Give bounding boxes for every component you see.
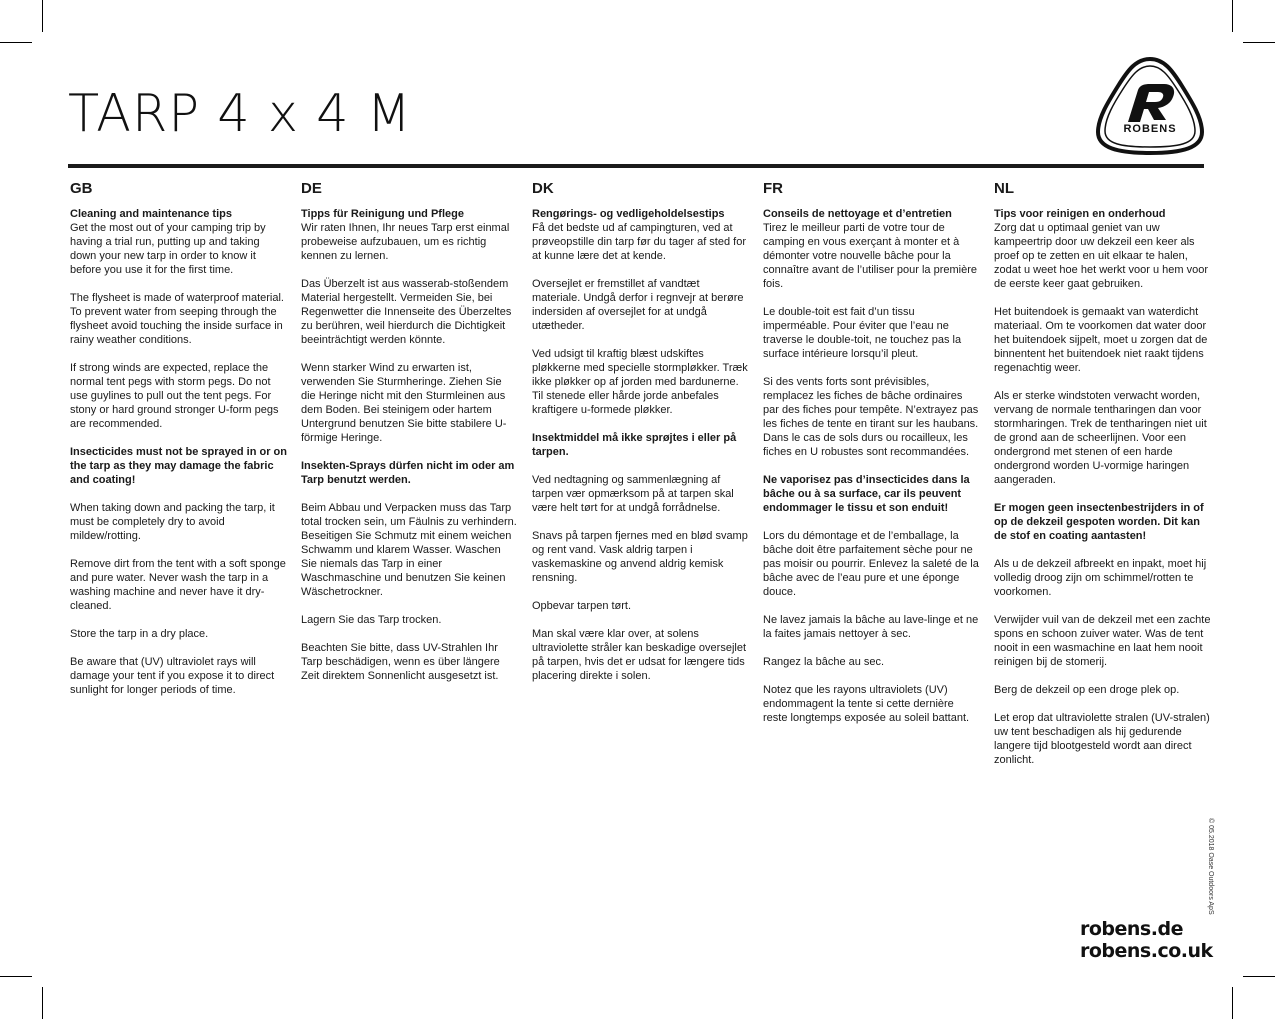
paragraph: Lagern Sie das Tarp trocken.	[301, 614, 442, 626]
paragraph: Le double-toit est fait d’un tissu imperméable. Pour éviter que l’eau ne traverse le double-toit, ne touchez pas la surface intérieure lorsqu’il pleut.	[763, 306, 962, 360]
paragraph: Insekten-Sprays dürfen nicht im oder am Tarp benutzt werden.	[301, 460, 515, 486]
crop-mark	[0, 42, 32, 43]
paragraph: Snavs på tarpen fjernes med en blød svamp og rent vand. Vask aldrig tarpen i vaskemaskine og anvend aldrig kemisk rensning.	[532, 530, 748, 584]
paragraph: Verwijder vuil van de dekzeil met een zachte spons en schoon zuiver water. Was de tent nooit in een wasmachine en laat hem nooit reinigen bij de stomerij.	[994, 614, 1211, 668]
column-de	[301, 180, 519, 697]
crop-mark	[1243, 42, 1275, 43]
paragraph: Het buitendoek is gemaakt van waterdicht materiaal. Om te voorkomen dat water door het buitendoek sijpelt, moet u zorgen dat de binnentent het buitendoek niet raakt tijdens regenachtig weer.	[994, 306, 1208, 374]
paragraph: The flysheet is made of waterproof material. To prevent water from seeping through the flysheet avoid touching the inside surface in rainy weather conditions.	[70, 292, 284, 346]
column-gb	[70, 180, 288, 711]
logo-text: ROBENS	[1123, 123, 1177, 135]
crop-mark	[1232, 987, 1233, 1019]
crop-mark	[42, 0, 43, 32]
paragraph: Berg de dekzeil op een droge plek op.	[994, 684, 1180, 696]
paragraph: If strong winds are expected, replace the normal tent pegs with storm pegs. Do not use guylines to pull out the tent pegs. For stony or hard ground stronger U-form pegs are recommended.	[70, 362, 279, 430]
copyright-note: © 05.2018 Oase Outdoors ApS	[1207, 818, 1214, 915]
header-rule	[68, 164, 1204, 168]
paragraph: Lors du démontage et de l’emballage, la bâche doit être parfaitement sèche pour ne pas moisir ou pourrir. Enlevez la saleté de la bâche avec de l’eau pure et une éponge douce.	[763, 530, 979, 598]
paragraph: Zorg dat u optimaal geniet van uw kampeertrip door uw dekzeil een keer als proef op te zetten en uit elkaar te halen, zodat u weet hoe het werkt voor u hem voor de eerste keer gaat gebruiken.	[994, 222, 1209, 290]
language-code: FR	[763, 180, 783, 197]
paragraph: Ved nedtagning og sammenlægning af tarpen vær opmærksom på at tarpen skal være helt tørt for at undgå forrådnelse.	[532, 474, 734, 514]
language-code: NL	[994, 180, 1014, 197]
column-dk	[532, 180, 750, 697]
paragraph: Ved udsigt til kraftig blæst udskiftes pløkkerne med specielle stormpløkker. Træk ikke pløkker op af jorden med bardunerne. Til stenede eller hårde jorde anbefales kraftigere u-formede pløkker.	[532, 348, 748, 416]
paragraph: Remove dirt from the tent with a soft sponge and pure water. Never wash the tarp in a washing machine and never have it dry-cleaned.	[70, 558, 286, 612]
paragraph: Si des vents forts sont prévisibles, remplacez les fiches de bâche ordinaires par des fiches pour tempête. N’extrayez pas les fiches de tente en tirant sur les haubans. Dans le cas de sols durs ou rocailleux, les fiches en U robustes sont recommandées.	[763, 376, 979, 458]
paragraph: Als u de dekzeil afbreekt en inpakt, moet hij volledig droog zijn om schimmel/rotten te voorkomen.	[994, 558, 1207, 598]
paragraph: Als er sterke windstoten verwacht worden, vervang de normale tentharingen dan voor stormharingen. Trek de tentharingen niet uit de grond aan de scheerlijnen. Voor een ondergrond met stenen of een harde ondergrond worden U-vormige haringen aangeraden.	[994, 390, 1207, 486]
paragraph: Insektmiddel må ikke sprøjtes i eller på tarpen.	[532, 432, 737, 458]
paragraph: Wenn starker Wind zu erwarten ist, verwenden Sie Sturmheringe. Ziehen Sie die Heringe nicht mit den Sturmleinen aus dem Boden. Bei steinigem oder hartem Untergrund benutzen Sie bitte stabilere U-förmige Heringe.	[301, 362, 507, 444]
paragraph: Store the tarp in a dry place.	[70, 628, 209, 640]
paragraph: Let erop dat ultraviolette stralen (UV-stralen) uw tent beschadigen als hij gedurende langere tijd blootgesteld wordt aan direct zonlicht.	[994, 712, 1210, 766]
paragraph: Beachten Sie bitte, dass UV-Strahlen Ihr Tarp beschädigen, wenn es über längere Zeit direktem Sonnenlicht ausgesetzt ist.	[301, 642, 500, 682]
paragraph: Rangez la bâche au sec.	[763, 656, 885, 668]
paragraph: Conseils de nettoyage et d’entretien	[763, 208, 952, 220]
robens-logo	[1094, 56, 1206, 156]
paragraph: Tips voor reinigen en onderhoud	[994, 208, 1166, 220]
language-code: DE	[301, 180, 322, 197]
document-title: TARP 4 x 4 M	[68, 84, 412, 144]
paragraph: Ne vaporisez pas d’insecticides dans la bâche ou à sa surface, car ils peuvent endommager le tissu et son enduit!	[763, 474, 970, 514]
paragraph: Er mogen geen insectenbestrijders in of op de dekzeil gespoten worden. Dit kan de stof en coating aantasten!	[994, 502, 1204, 542]
paragraph: Notez que les rayons ultraviolets (UV) endommagent la tente si cette dernière reste longtemps exposée au soleil battant.	[763, 684, 970, 724]
paragraph: Oversejlet er fremstillet af vandtæt materiale. Undgå derfor i regnvejr at berøre indersiden af oversejlet for at undgå utætheder.	[532, 278, 744, 332]
paragraph: When taking down and packing the tarp, it must be completely dry to avoid mildew/rotting.	[70, 502, 275, 542]
url-de[interactable]: robens.de	[1080, 918, 1183, 940]
crop-mark	[42, 987, 43, 1019]
column-nl	[994, 180, 1212, 781]
paragraph: Tirez le meilleur parti de votre tour de camping en vous exerçant à monter et à démonter votre nouvelle bâche pour la connaître avant de l’utiliser pour la première fois.	[763, 222, 978, 290]
language-code: DK	[532, 180, 554, 197]
language-code: GB	[70, 180, 93, 197]
column-fr	[763, 180, 981, 739]
paragraph: Insecticides must not be sprayed in or on the tarp as they may damage the fabric and coating!	[70, 446, 287, 486]
paragraph: Beim Abbau und Verpacken muss das Tarp total trocken sein, um Fäulnis zu verhindern. Beseitigen Sie Schmutz mit einem weichen Schwamm und klarem Wasser. Waschen Sie niemals das Tarp in einer Waschmaschine und benutzen Sie keinen Wäschetrockner.	[301, 502, 517, 598]
paragraph: Tipps für Reinigung und Pflege	[301, 208, 464, 220]
url-uk[interactable]: robens.co.uk	[1080, 940, 1213, 962]
paragraph: Man skal være klar over, at solens ultraviolette stråler kan beskadige oversejlet på tarpen, hvis det er udsat for længere tids placering direkte i solen.	[532, 628, 747, 682]
crop-mark	[1232, 0, 1233, 32]
paragraph: Get the most out of your camping trip by having a trial run, putting up and taking down your new tarp in order to know it before you use it for the first time.	[70, 222, 266, 276]
paragraph: Opbevar tarpen tørt.	[532, 600, 632, 612]
paragraph: Be aware that (UV) ultraviolet rays will damage your tent if you expose it to direct sunlight for longer periods of time.	[70, 656, 275, 696]
paragraph: Få det bedste ud af campingturen, ved at prøveopstille din tarp før du tager af sted for at kunne lære det at kende.	[532, 222, 746, 262]
crop-mark	[0, 976, 32, 977]
paragraph: Rengørings- og vedligeholdelsestips	[532, 208, 725, 220]
paragraph: Das Überzelt ist aus wasserab-stoßendem Material hergestellt. Vermeiden Sie, bei Regenwetter die Innenseite des Überzeltes zu berühren, weil hierdurch die Dichtigkeit beeinträchtigt werden könnte.	[301, 278, 512, 346]
crop-mark	[1243, 976, 1275, 977]
paragraph: Ne lavez jamais la bâche au lave-linge et ne la faites jamais nettoyer à sec.	[763, 614, 979, 640]
paragraph: Cleaning and maintenance tips	[70, 208, 232, 220]
paragraph: Wir raten Ihnen, Ihr neues Tarp erst einmal probeweise aufzubauen, um es richtig kennen zu lernen.	[301, 222, 510, 262]
footer-urls	[1080, 918, 1213, 962]
